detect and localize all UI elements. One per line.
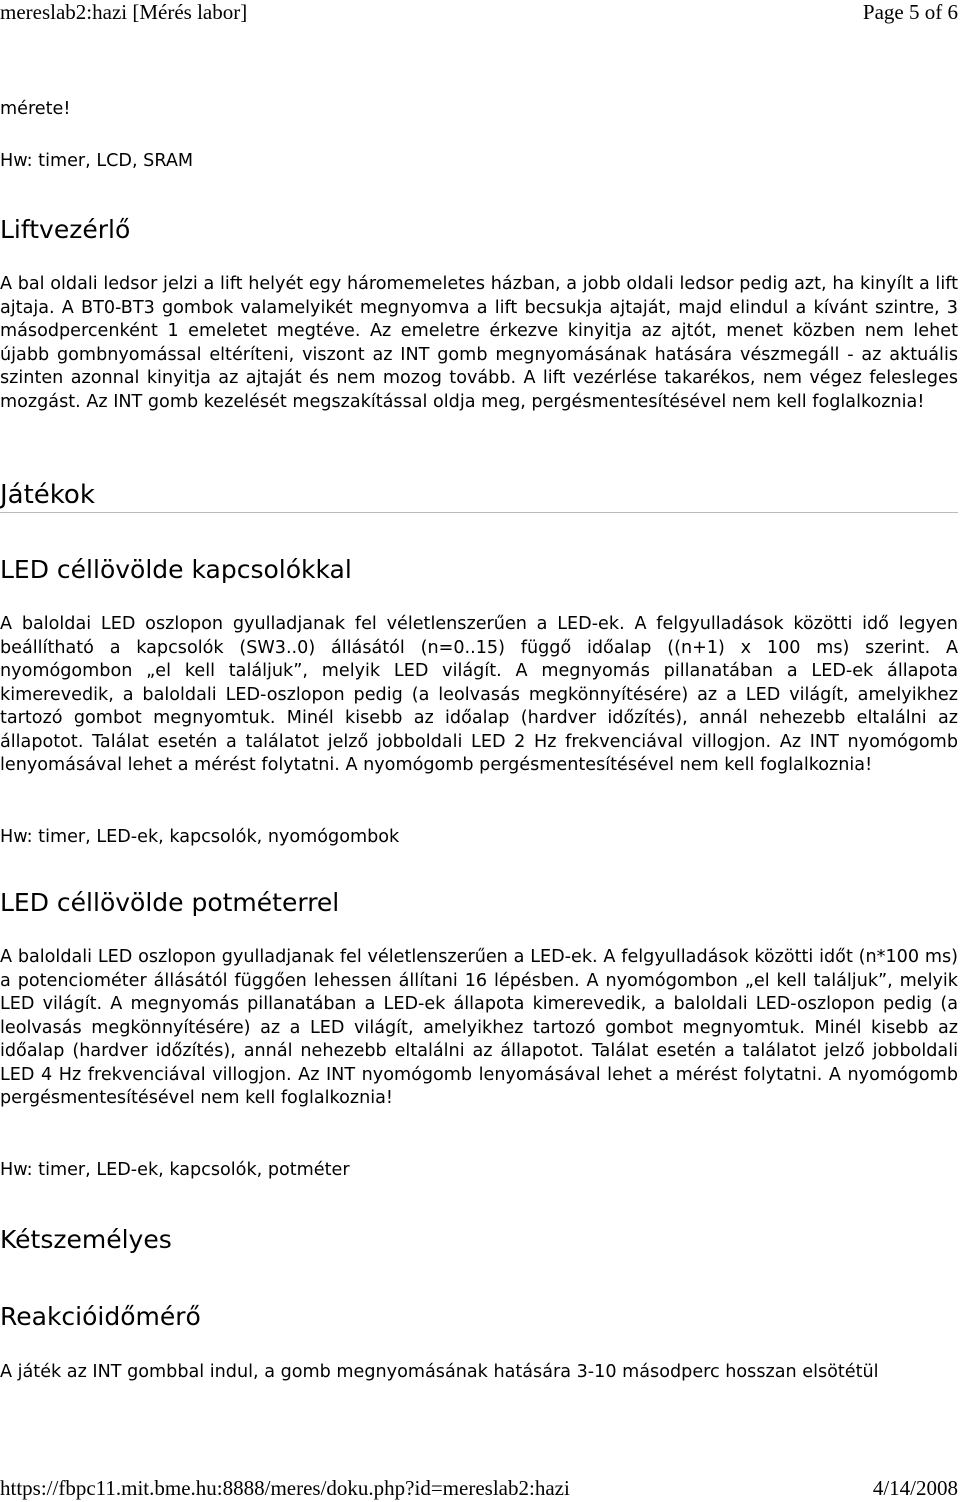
hardware-line-3: Hw: timer, LED-ek, kapcsolók, potméter (0, 1160, 350, 1180)
header-page-number: Page 5 of 6 (862, 0, 958, 24)
heading-underline (0, 512, 958, 513)
header-page-title: mereslab2:hazi [Mérés labor] (0, 0, 248, 24)
paragraph-merete: mérete! (0, 99, 71, 119)
heading-led-cellovolde-potmeterrel: LED céllövölde potméterrel (0, 888, 340, 917)
heading-jatekok: Játékok (0, 480, 95, 510)
paragraph-led-cellovolde-1: A baloldai LED oszlopon gyulladjanak fel véletlenszerűen a LED-ek. A felgyulladások közötti idő legyen beállítható a kapcsolók (SW3..0) állásától (n=0..15) függő időalap ((n+1) x 100 ms) szerint. A nyomógombon „el kell találjuk”, melyik LED világít. A megnyomás pillanatában a LED-ek állapota kimerevedik, a baloldali LED-oszlopon pedig (a leolvasás megkönnyítésére) az a LED világít, amelyikhez tartozó gombot megnyomtuk. Minél kisebb az időalap (hardver időzítés), annál nehezebb eltalálni az állapotot. Találat esetén a találatot jelző jobboldali LED 2 Hz frekvenciával villogjon. Az INT nyomógomb lenyomásával lehet a mérést folytatni. A nyomógomb pergésmentesítésével nem kell foglalkoznia! (0, 614, 958, 775)
hardware-line-2: Hw: timer, LED-ek, kapcsolók, nyomógombok (0, 827, 400, 847)
hardware-line-1: Hw: timer, LCD, SRAM (0, 151, 194, 171)
heading-reakcioidomero: Reakcióidőmérő (0, 1302, 201, 1331)
heading-ketszemelyes: Kétszemélyes (0, 1225, 172, 1254)
footer-date: 4/14/2008 (872, 1476, 958, 1500)
heading-led-cellovolde-kapcsolokkal: LED céllövölde kapcsolókkal (0, 555, 352, 584)
footer-url: https://fbpc11.mit.bme.hu:8888/meres/doku.php?id=mereslab2:hazi (0, 1476, 570, 1500)
paragraph-lift: A bal oldali ledsor jelzi a lift helyét egy háromemeletes házban, a jobb oldali ledsor pedig azt, ha kinyílt a lift ajtaja. A BT0-BT3 gombok valamelyikét megnyomva a lift becsukja ajtaját, majd elindul a kívánt szintre, 3 másodpercenként 1 emeletet megtéve. Az emeletre érkezve kinyitja az ajtót, menet közben nem lehet újabb gombnyomással eltéríteni, viszont az INT gomb megnyomásának hatására vészmegáll - az aktuális szinten azonnal kinyitja az ajtaját és nem mozog tovább. A lift vezérlése takarékos, nem végez felesleges mozgást. Az INT gomb kezelését megszakítással oldja meg, pergésmentesítésével nem kell foglalkoznia! (0, 274, 958, 412)
print-header (0, 0, 958, 28)
paragraph-reakcioidomero: A játék az INT gombbal indul, a gomb megnyomásának hatására 3-10 másodperc hosszan elsötétül (0, 1362, 879, 1382)
heading-liftvezerlo: Liftvezérlő (0, 215, 131, 244)
print-footer (0, 1476, 958, 1502)
paragraph-led-cellovolde-2: A baloldali LED oszlopon gyulladjanak fel véletlenszerűen a LED-ek. A felgyulladások közötti időt (n*100 ms) a potenciométer állásától függően lehessen állítani 16 lépésben. A nyomógombon „el kell találjuk”, melyik LED világít. A megnyomás pillanatában a LED-ek állapota kimerevedik, a baloldali LED-oszlopon pedig (a leolvasás megkönnyítésére) az a LED világít, amelyikhez tartozó gombot megnyomtuk. Minél kisebb az időalap (hardver időzítés), annál nehezebb eltalálni az állapotot. Találat esetén a találatot jelző jobboldali LED 4 Hz frekvenciával villogjon. Az INT nyomógomb lenyomásával lehet a mérést folytatni. A nyomógomb pergésmentesítésével nem kell foglalkoznia! (0, 947, 958, 1108)
